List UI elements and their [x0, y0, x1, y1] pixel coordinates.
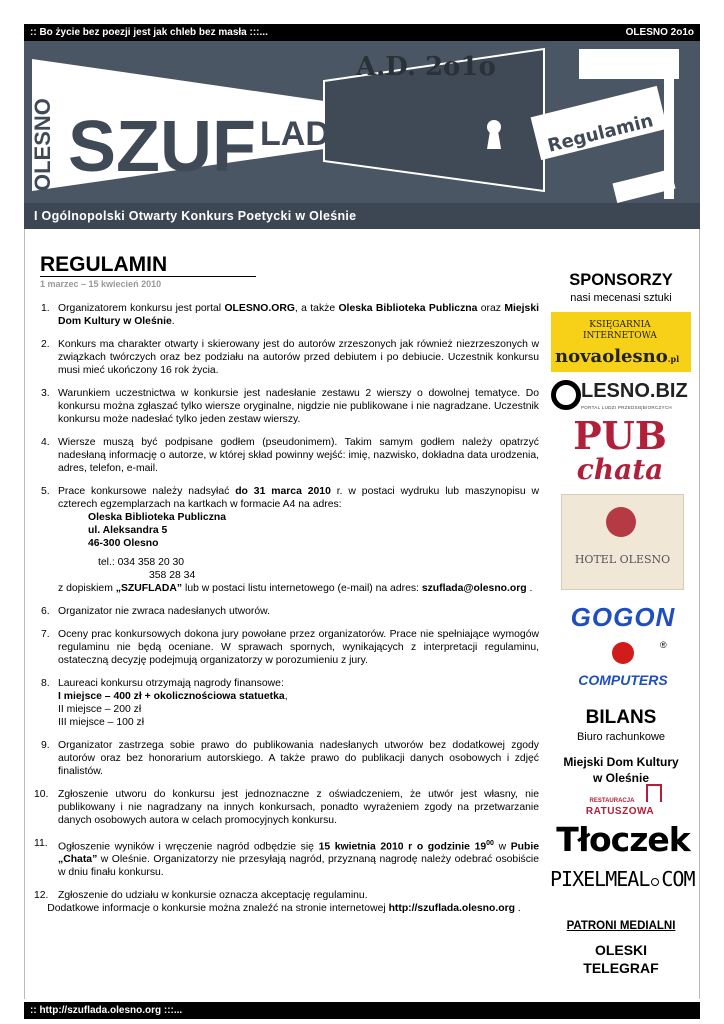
- rule-12: 12. Zgłoszenie do udziału w konkursie oznacza akceptację regulaminu.: [34, 890, 368, 902]
- oleski-telegraf: OLESKI TELEGRAF: [583, 942, 659, 976]
- bilans-title: BILANS: [585, 707, 657, 728]
- gear-icon: [551, 380, 581, 410]
- top-bar: [24, 24, 700, 41]
- header-motto: :: Bo życie bez poezji jest jak chleb bez masła :::...: [30, 27, 268, 38]
- address-line: 46-300 Olesno: [88, 538, 159, 549]
- olesno-biz-logo[interactable]: LESNO.BIZ PORTAL LUDZI PRZEDSIĘBIORCZYCH: [551, 378, 695, 416]
- rule-1: 1. Organizatorem konkursu jest portal OLESNO.ORG, a także Oleska Biblioteka Publiczna oraz Miejski Dom Kultury w Oleśnie.: [41, 303, 539, 327]
- rule-9: 9. Organizator zastrzega sobie prawo do publikowania nadesłanych utworów bez dodatkowej zgody autorów oraz bez honorarium autorskiego. A także prawo do publikacji danych osobowych i zdjęć finalistów.: [41, 740, 539, 777]
- rule-8: 8. Laureaci konkursu otrzymają nagrody finansowe: I miejsce – 400 zł + okolicznościowa statuetka, II miejsce – 200 zł III miejsce – 100 zł: [41, 678, 288, 728]
- restauracja-logo[interactable]: RESTAURACJA RATUSZOWA: [572, 784, 668, 820]
- rose-icon: [606, 507, 636, 537]
- sponsors-subtitle: nasi mecenasi sztuki: [570, 292, 672, 304]
- email-link[interactable]: szuflada@olesno.org: [421, 583, 527, 594]
- novaolesno-logo[interactable]: KSIĘGARNIA INTERNETOWA novaolesno.pl: [551, 312, 691, 372]
- rule-6: 6. Organizator nie zwraca nadesłanych utworów.: [41, 606, 270, 617]
- site-link[interactable]: http://szuflada.olesno.org: [388, 903, 515, 914]
- rule-4: 4. Wiersze muszą być podpisane godłem (pseudonimem). Takim samym godłem należy opatrzyć nadesłaną informację o autorze, w której skład powinny wejść: imię, nazwisko, dokładna data urodzenia, adres, telefon, e-mail.: [41, 437, 539, 474]
- bilans-subtitle: Biuro rachunkowe: [576, 731, 666, 743]
- rule-7: 7. Oceny prac konkursowych dokona jury powołane przez organizatorów. Prace nie spełniające wymogów regulaminu nie będą oceniane. W sprawach spornych, wynikających z interpretacji regulaminu, ostateczną decyzję podejmują organizatorzy w porozumieniu z jury.: [41, 629, 539, 666]
- rule-10: 10. Zgłoszenie utworu do konkursu jest jednoznaczne z oświadczeniem, że utwór jest własny, nie publikowany i nie nagradzany na innych konkursach, ponadto wyrażeniem zgody na przetwarzanie danych osobowych autora w celach promocyjnych konkursu.: [34, 789, 539, 826]
- sponsors-title: SPONSORZY: [569, 271, 673, 289]
- rule-2: 2. Konkurs ma charakter otwarty i skierowany jest do autorów zrzeszonych jak również niezrzeszonych w związkach twórczych oraz bez podziału na autorów przed debiutem i po debiucie. Uczestnik konkursu musi mieć ukończony 16 rok życia.: [41, 339, 539, 376]
- olesno-vertical: OLESNO: [30, 98, 55, 191]
- page-title: REGULAMIN: [40, 254, 256, 277]
- pub-chata-logo[interactable]: PUB chata: [573, 413, 667, 486]
- ad-text: A.D. 2o1o: [356, 52, 496, 82]
- extra-info: Dodatkowe informacje o konkursie można znaleźć na stronie internetowej http://szuflada.olesno.org .: [47, 903, 521, 914]
- szuf-text: SZUF: [68, 107, 256, 187]
- footer-link[interactable]: :: http://szuflada.olesno.org :::...: [30, 1005, 183, 1016]
- regulamin-text: Regulamin: [545, 110, 656, 157]
- contest-dates: 1 marzec – 15 kwiecień 2010: [40, 279, 162, 289]
- header-year: OLESNO 2o1o: [625, 27, 694, 38]
- address-line: Oleska Biblioteka Publiczna: [88, 512, 227, 523]
- address-line: ul. Aleksandra 5: [88, 525, 168, 536]
- pixelmeal-logo[interactable]: PIXELMEAL COM: [550, 867, 695, 891]
- footer-bar: [24, 1002, 700, 1019]
- hotel-olesno-logo[interactable]: HOTEL OLESNO: [561, 494, 684, 590]
- rule-5: 5. Prace konkursowe należy nadsyłać do 31 marca 2010 r. w postaci wydruku lub maszynopisu w czterech egzemplarzach na kartkach w formacie A4 na adres: Oleska Biblioteka Publiczna ul. Aleksandra 5 46-300 Olesno tel.: 034 358 20 30 358 28 34 z dopiskiem „SZUFLADA” lub w postaci listu internetowego (e-mail) na adres: szuflada@olesno.org .: [41, 486, 539, 594]
- rules-list: [34, 302, 539, 912]
- gogon-logo[interactable]: GOGON ® COMPUTERS: [570, 602, 676, 688]
- banner: [24, 41, 700, 229]
- prize-1: I miejsce – 400 zł + okolicznościowa statuetka: [58, 691, 285, 702]
- mdk-title: Miejski Dom Kultury w Oleśnie: [563, 755, 679, 785]
- rule-11: 11. Ogłoszenie wyników i wręczenie nagród odbędzie się 15 kwietnia 2010 r o godzinie $19^{00}$ w Pubie „Chata” w Oleśnie. Organizatorzy nie przesyłają nagród, przyznaną nagrodę należy odebrać osobiście w dniu finału konkursu.: [34, 838, 540, 879]
- phone-1: tel.: 034 358 20 30: [98, 557, 185, 568]
- banner-artwork: [24, 41, 700, 203]
- prize-2: II miejsce – 200 zł: [58, 704, 142, 715]
- rule-3: 3. Warunkiem uczestnictwa w konkursie jest nadesłanie zestawu 2 wierszy o dowolnej tematyce. Do konkursu można zgłaszać tylko wiersze oryginalne, nigdzie nie publikowane i nie nagradzane. Uczestnik konkursu może nadesłać tylko jeden zestaw wierszy.: [41, 388, 539, 425]
- prize-3: III miejsce – 100 zł: [58, 717, 145, 728]
- phone-2: 358 28 34: [149, 570, 196, 581]
- media-patrons-title: PATRONI MEDIALNI: [566, 920, 676, 932]
- tloczek-logo[interactable]: Tłoczek: [556, 820, 690, 859]
- lada-text: LADA: [260, 115, 355, 153]
- banner-subtitle: I Ogólnopolski Otwarty Konkurs Poetycki w Oleśnie: [24, 203, 700, 229]
